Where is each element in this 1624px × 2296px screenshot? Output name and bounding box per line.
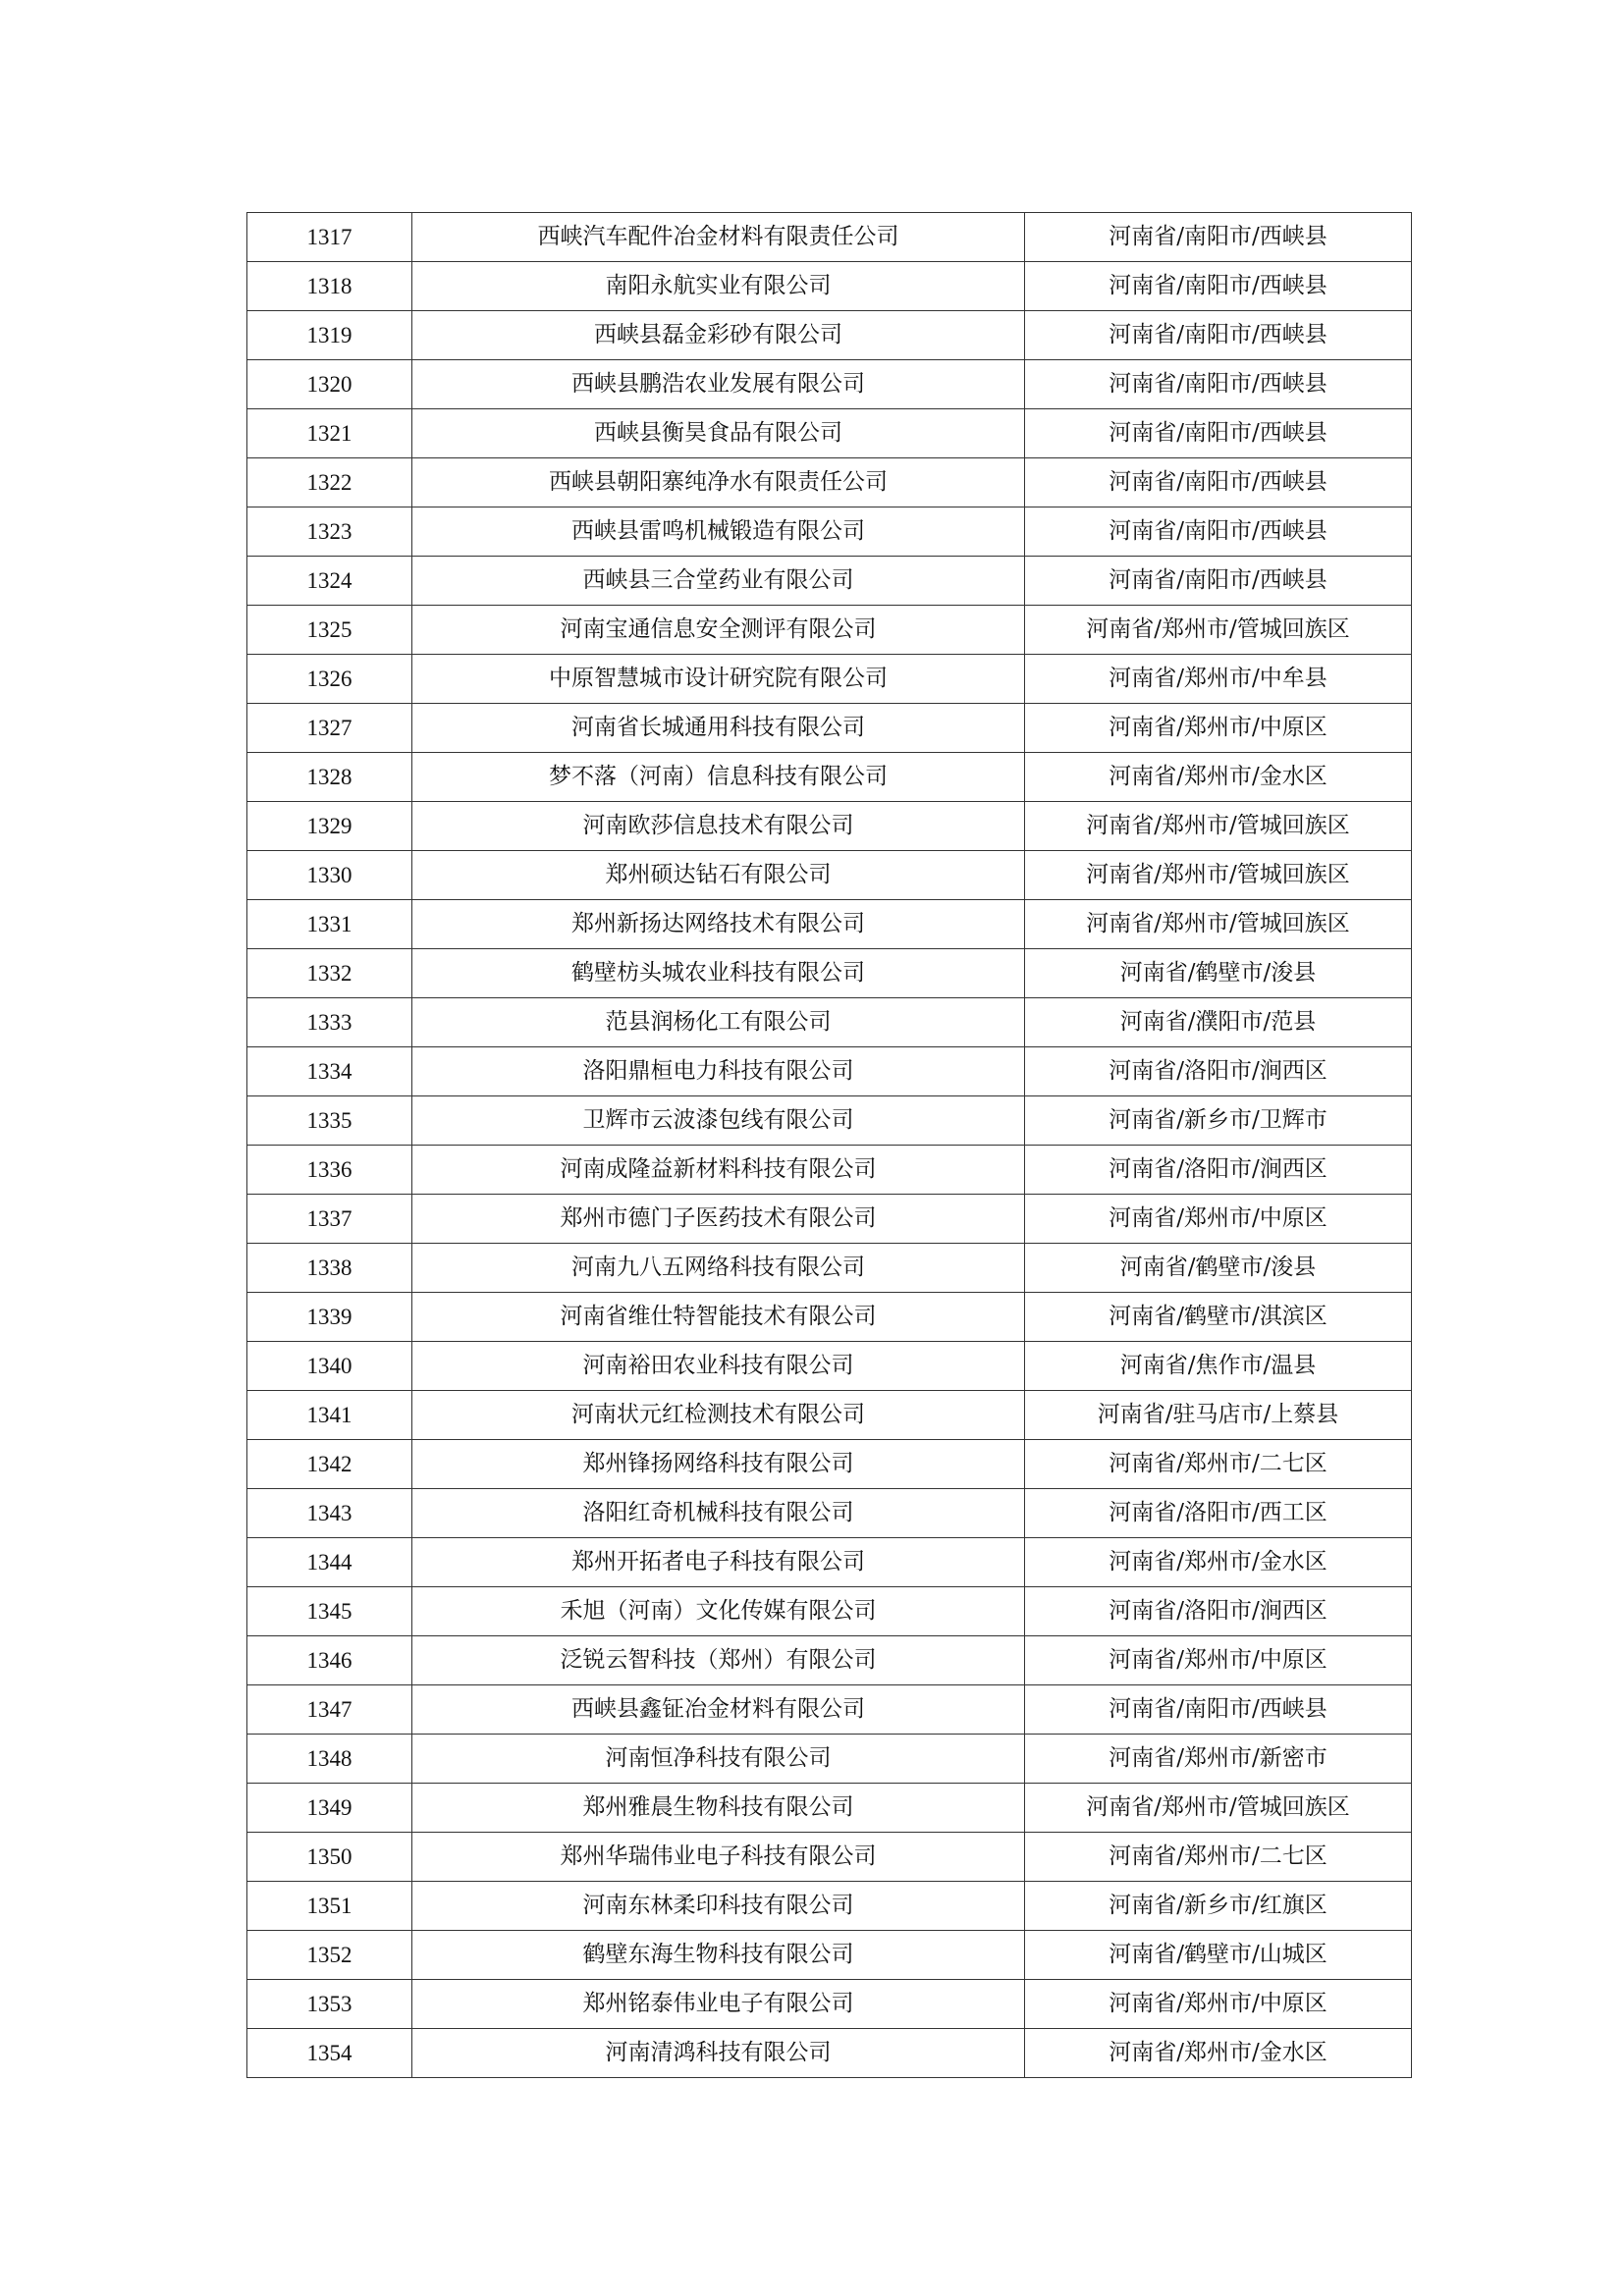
row-number-cell: 1339 [247,1293,412,1342]
table-row [247,1146,1412,1195]
row-number-cell: 1346 [247,1636,412,1685]
row-number-cell: 1332 [247,949,412,998]
row-number-cell: 1328 [247,753,412,802]
location-cell: 河南省/南阳市/西峡县 [1025,409,1412,458]
row-number-cell: 1324 [247,557,412,606]
table-row [247,1931,1412,1980]
company-name-cell: 西峡县鹏浩农业发展有限公司 [412,360,1025,409]
location-cell: 河南省/郑州市/中原区 [1025,1980,1412,2029]
company-name-cell: 郑州华瑞伟业电子科技有限公司 [412,1833,1025,1882]
location-cell: 河南省/郑州市/中原区 [1025,1195,1412,1244]
location-cell: 河南省/洛阳市/涧西区 [1025,1587,1412,1636]
company-name-cell: 河南欧莎信息技术有限公司 [412,802,1025,851]
row-number-cell: 1325 [247,606,412,655]
row-number-cell: 1354 [247,2029,412,2078]
table-row [247,655,1412,704]
table-row [247,606,1412,655]
company-name-cell: 郑州铭泰伟业电子有限公司 [412,1980,1025,2029]
table-row [247,1784,1412,1833]
row-number-cell: 1340 [247,1342,412,1391]
row-number-cell: 1330 [247,851,412,900]
company-name-cell: 河南恒净科技有限公司 [412,1735,1025,1784]
location-cell: 河南省/郑州市/管城回族区 [1025,802,1412,851]
table-row [247,1685,1412,1735]
company-name-cell: 范县润杨化工有限公司 [412,998,1025,1047]
company-name-cell: 郑州开拓者电子科技有限公司 [412,1538,1025,1587]
company-name-cell: 卫辉市云波漆包线有限公司 [412,1096,1025,1146]
row-number-cell: 1338 [247,1244,412,1293]
location-cell: 河南省/南阳市/西峡县 [1025,262,1412,311]
company-name-cell: 洛阳红奇机械科技有限公司 [412,1489,1025,1538]
table-row [247,704,1412,753]
location-cell: 河南省/新乡市/卫辉市 [1025,1096,1412,1146]
row-number-cell: 1342 [247,1440,412,1489]
table-row [247,1587,1412,1636]
company-name-cell: 西峡县磊金彩砂有限公司 [412,311,1025,360]
location-cell: 河南省/洛阳市/西工区 [1025,1489,1412,1538]
location-cell: 河南省/郑州市/二七区 [1025,1833,1412,1882]
table-row [247,213,1412,262]
table-row [247,311,1412,360]
row-number-cell: 1318 [247,262,412,311]
row-number-cell: 1348 [247,1735,412,1784]
location-cell: 河南省/郑州市/新密市 [1025,1735,1412,1784]
company-name-cell: 西峡县朝阳寨纯净水有限责任公司 [412,458,1025,507]
table-row [247,1980,1412,2029]
table-row [247,2029,1412,2078]
company-name-cell: 郑州雅晨生物科技有限公司 [412,1784,1025,1833]
location-cell: 河南省/洛阳市/涧西区 [1025,1146,1412,1195]
table-row [247,1391,1412,1440]
location-cell: 河南省/郑州市/管城回族区 [1025,606,1412,655]
table-row [247,1244,1412,1293]
location-cell: 河南省/郑州市/管城回族区 [1025,851,1412,900]
location-cell: 河南省/南阳市/西峡县 [1025,557,1412,606]
company-name-cell: 西峡汽车配件冶金材料有限责任公司 [412,213,1025,262]
company-name-cell: 中原智慧城市设计研究院有限公司 [412,655,1025,704]
table-row [247,409,1412,458]
location-cell: 河南省/濮阳市/范县 [1025,998,1412,1047]
row-number-cell: 1345 [247,1587,412,1636]
row-number-cell: 1329 [247,802,412,851]
row-number-cell: 1334 [247,1047,412,1096]
table-row [247,1096,1412,1146]
row-number-cell: 1333 [247,998,412,1047]
company-name-cell: 郑州锋扬网络科技有限公司 [412,1440,1025,1489]
location-cell: 河南省/南阳市/西峡县 [1025,360,1412,409]
table-row [247,1489,1412,1538]
company-name-cell: 河南清鸿科技有限公司 [412,2029,1025,2078]
row-number-cell: 1352 [247,1931,412,1980]
company-name-cell: 鹤壁枋头城农业科技有限公司 [412,949,1025,998]
location-cell: 河南省/南阳市/西峡县 [1025,458,1412,507]
table-row [247,1833,1412,1882]
location-cell: 河南省/鹤壁市/山城区 [1025,1931,1412,1980]
row-number-cell: 1351 [247,1882,412,1931]
company-name-cell: 鹤壁东海生物科技有限公司 [412,1931,1025,1980]
location-cell: 河南省/郑州市/金水区 [1025,1538,1412,1587]
location-cell: 河南省/郑州市/二七区 [1025,1440,1412,1489]
table-row [247,1195,1412,1244]
location-cell: 河南省/郑州市/金水区 [1025,2029,1412,2078]
table-row [247,900,1412,949]
location-cell: 河南省/郑州市/中原区 [1025,1636,1412,1685]
row-number-cell: 1347 [247,1685,412,1735]
company-name-cell: 洛阳鼎桓电力科技有限公司 [412,1047,1025,1096]
company-name-cell: 郑州硕达钻石有限公司 [412,851,1025,900]
company-name-cell: 西峡县鑫钲冶金材料有限公司 [412,1685,1025,1735]
row-number-cell: 1321 [247,409,412,458]
company-name-cell: 河南成隆益新材料科技有限公司 [412,1146,1025,1195]
row-number-cell: 1343 [247,1489,412,1538]
row-number-cell: 1320 [247,360,412,409]
company-name-cell: 西峡县衡昊食品有限公司 [412,409,1025,458]
table-row [247,998,1412,1047]
row-number-cell: 1344 [247,1538,412,1587]
company-name-cell: 河南省长城通用科技有限公司 [412,704,1025,753]
row-number-cell: 1336 [247,1146,412,1195]
table-row [247,557,1412,606]
location-cell: 河南省/南阳市/西峡县 [1025,507,1412,557]
row-number-cell: 1327 [247,704,412,753]
table-row [247,1636,1412,1685]
location-cell: 河南省/南阳市/西峡县 [1025,213,1412,262]
company-name-cell: 河南东林柔印科技有限公司 [412,1882,1025,1931]
location-cell: 河南省/郑州市/中牟县 [1025,655,1412,704]
table-row [247,949,1412,998]
table-row [247,507,1412,557]
table-row [247,1882,1412,1931]
location-cell: 河南省/郑州市/金水区 [1025,753,1412,802]
table-row [247,1342,1412,1391]
table-row [247,458,1412,507]
company-name-cell: 泛锐云智科技（郑州）有限公司 [412,1636,1025,1685]
table-row [247,1047,1412,1096]
row-number-cell: 1353 [247,1980,412,2029]
row-number-cell: 1349 [247,1784,412,1833]
table-row [247,1735,1412,1784]
table-row [247,262,1412,311]
location-cell: 河南省/新乡市/红旗区 [1025,1882,1412,1931]
company-name-cell: 郑州市德门子医药技术有限公司 [412,1195,1025,1244]
row-number-cell: 1341 [247,1391,412,1440]
table-row [247,753,1412,802]
table-row [247,1293,1412,1342]
location-cell: 河南省/郑州市/中原区 [1025,704,1412,753]
location-cell: 河南省/鹤壁市/淇滨区 [1025,1293,1412,1342]
row-number-cell: 1335 [247,1096,412,1146]
row-number-cell: 1326 [247,655,412,704]
company-name-cell: 梦不落（河南）信息科技有限公司 [412,753,1025,802]
location-cell: 河南省/洛阳市/涧西区 [1025,1047,1412,1096]
table-row [247,802,1412,851]
table-row [247,1440,1412,1489]
row-number-cell: 1319 [247,311,412,360]
location-cell: 河南省/驻马店市/上蔡县 [1025,1391,1412,1440]
location-cell: 河南省/南阳市/西峡县 [1025,1685,1412,1735]
company-name-cell: 河南宝通信息安全测评有限公司 [412,606,1025,655]
company-list-body [247,213,1412,2078]
location-cell: 河南省/南阳市/西峡县 [1025,311,1412,360]
location-cell: 河南省/焦作市/温县 [1025,1342,1412,1391]
company-list-table [246,212,1412,2078]
company-name-cell: 禾旭（河南）文化传媒有限公司 [412,1587,1025,1636]
company-name-cell: 河南状元红检测技术有限公司 [412,1391,1025,1440]
company-name-cell: 西峡县三合堂药业有限公司 [412,557,1025,606]
company-name-cell: 河南裕田农业科技有限公司 [412,1342,1025,1391]
location-cell: 河南省/郑州市/管城回族区 [1025,1784,1412,1833]
company-name-cell: 南阳永航实业有限公司 [412,262,1025,311]
location-cell: 河南省/郑州市/管城回族区 [1025,900,1412,949]
company-name-cell: 河南九八五网络科技有限公司 [412,1244,1025,1293]
location-cell: 河南省/鹤壁市/浚县 [1025,1244,1412,1293]
row-number-cell: 1322 [247,458,412,507]
table-row [247,360,1412,409]
company-name-cell: 西峡县雷鸣机械锻造有限公司 [412,507,1025,557]
company-name-cell: 郑州新扬达网络技术有限公司 [412,900,1025,949]
row-number-cell: 1337 [247,1195,412,1244]
row-number-cell: 1323 [247,507,412,557]
row-number-cell: 1350 [247,1833,412,1882]
company-name-cell: 河南省维仕特智能技术有限公司 [412,1293,1025,1342]
table-row [247,851,1412,900]
row-number-cell: 1317 [247,213,412,262]
row-number-cell: 1331 [247,900,412,949]
location-cell: 河南省/鹤壁市/浚县 [1025,949,1412,998]
table-row [247,1538,1412,1587]
